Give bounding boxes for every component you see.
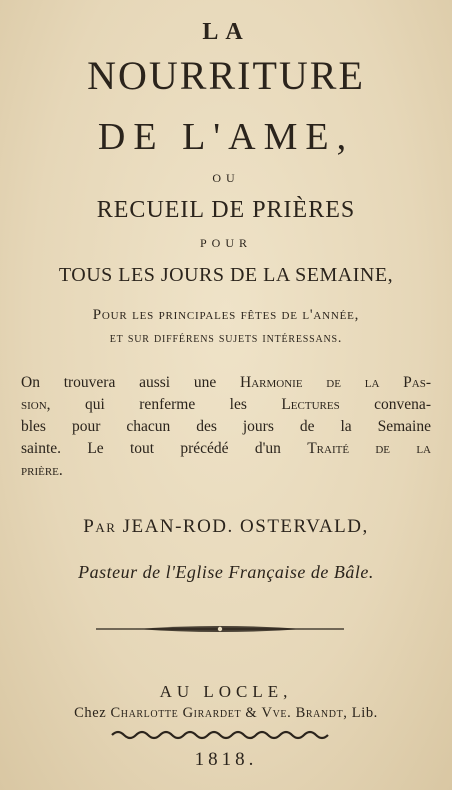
imprint-lib: , Lib. <box>343 705 378 721</box>
title-recueil: RECUEIL DE PRIÈRES <box>96 197 356 223</box>
description-text: bles pour chacun des jours de la Semaine <box>21 418 431 435</box>
title-ou: OU <box>212 171 240 185</box>
description-line <box>21 372 431 394</box>
description-smallcaps: Lectures <box>281 396 340 413</box>
imprint-place: AU LOCLE, <box>159 682 293 701</box>
imprint-year: 1818. <box>194 749 258 770</box>
description-smallcaps: prière. <box>21 462 63 479</box>
author-role: Pasteur de l'Eglise Française de Bâle. <box>78 562 374 582</box>
description-text: On trouvera aussi une <box>21 374 241 391</box>
imprint-publisher-b: Vve. Brandt <box>261 705 344 721</box>
imprint-amp: & <box>241 705 262 721</box>
imprint-chez: Chez <box>74 705 111 721</box>
description-text: convena- <box>339 396 431 413</box>
title-tous-les-jours: TOUS LES JOURS DE LA SEMAINE, <box>58 264 394 286</box>
title-pour: POUR <box>199 236 252 250</box>
subtitle-differens: et sur différens sujets intéressans. <box>109 331 343 346</box>
author-by: Par <box>83 516 117 537</box>
description-text: sainte. Le tout précédé d'un <box>21 440 308 457</box>
rule-ornament-icon <box>96 622 344 636</box>
description-paragraph <box>21 372 431 482</box>
author-line <box>0 517 452 536</box>
description-line <box>21 438 431 460</box>
title-de-lame: DE L'AME, <box>97 116 355 158</box>
wave-ornament-icon <box>110 727 332 743</box>
description-line <box>21 416 431 438</box>
imprint-publisher-line <box>0 706 452 721</box>
title-nourriture: NOURRITURE <box>87 53 365 98</box>
description-smallcaps: Traité de la <box>307 440 431 457</box>
imprint-publisher-a: Charlotte Girardet <box>110 705 242 721</box>
description-smallcaps: sion <box>21 396 47 413</box>
description-text: , qui renferme les <box>46 396 282 413</box>
description-line <box>21 394 431 416</box>
subtitle-fetes: Pour les principales fêtes de l'année, <box>92 307 360 323</box>
description-line <box>21 460 431 482</box>
title-la: LA <box>202 19 250 45</box>
author-name: JEAN-ROD. OSTERVALD, <box>122 516 369 537</box>
description-smallcaps: Harmonie de la Pas- <box>240 374 431 391</box>
